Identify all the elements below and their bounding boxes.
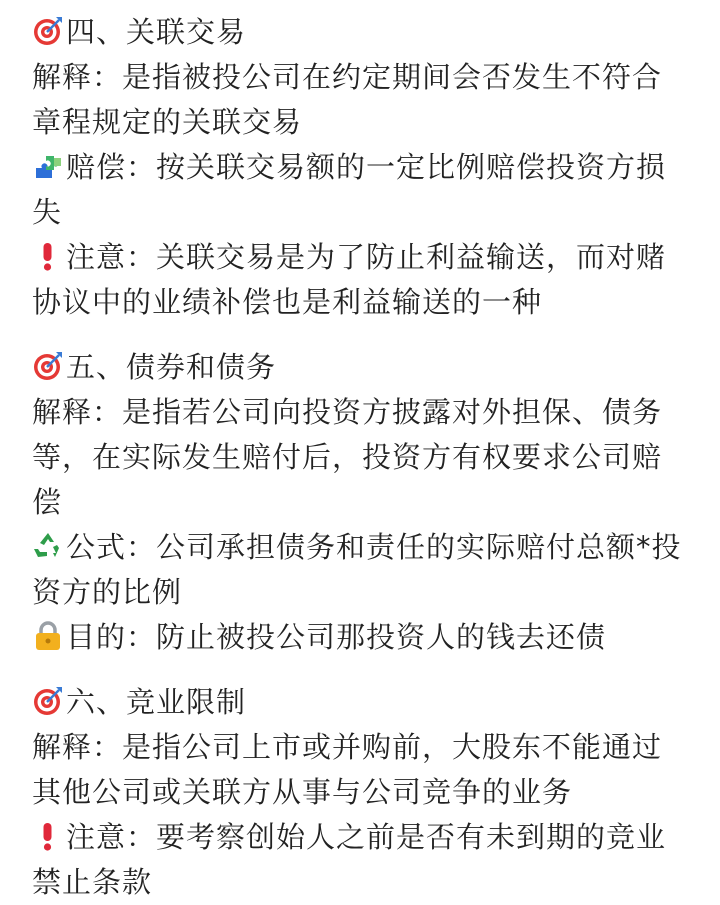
- section-related-transactions: [32, 10, 690, 325]
- line-text: 解释：是指若公司向投资方披露对外担保、债务等，在实际发生赔付后，投资方有权要求公司赔偿: [32, 395, 663, 519]
- exclamation-icon: [32, 820, 64, 852]
- compensation-line: [32, 145, 690, 235]
- line-text: 赔偿：按关联交易额的一定比例赔偿投资方损失: [32, 150, 667, 229]
- target-icon: [32, 350, 64, 382]
- explanation-line: [32, 725, 690, 815]
- section-bonds-and-debts: [32, 345, 690, 660]
- formula-line: [32, 525, 690, 615]
- section-heading: [32, 10, 690, 55]
- line-text: 目的：防止被投公司那投资人的钱去还债: [66, 620, 607, 654]
- section-non-compete: [32, 680, 690, 905]
- exclamation-icon: [32, 240, 64, 272]
- target-icon: [32, 685, 64, 717]
- explanation-line: [32, 55, 690, 145]
- line-text: 注意：关联交易是为了防止利益输送，而对赌协议中的业绩补偿也是利益输送的一种: [32, 240, 667, 319]
- section-title: 六、竞业限制: [66, 685, 247, 719]
- purpose-line: [32, 615, 690, 660]
- recycle-icon: [32, 530, 64, 562]
- line-text: 注意：要考察创始人之前是否有未到期的竞业禁止条款: [32, 820, 667, 899]
- section-title: 四、关联交易: [66, 15, 247, 49]
- line-text: 解释：是指被投公司在约定期间会否发生不符合章程规定的关联交易: [32, 60, 663, 139]
- note-line: [32, 235, 690, 325]
- line-text: 公式：公司承担债务和责任的实际赔付总额*投资方的比例: [32, 530, 682, 609]
- section-heading: [32, 680, 690, 725]
- lock-icon: [32, 620, 64, 652]
- explanation-line: [32, 390, 690, 525]
- section-title: 五、债券和债务: [66, 350, 277, 384]
- note-line: [32, 815, 690, 905]
- puzzle-icon: [32, 150, 64, 182]
- line-text: 解释：是指公司上市或并购前，大股东不能通过其他公司或关联方从事与公司竞争的业务: [32, 730, 663, 809]
- section-heading: [32, 345, 690, 390]
- target-icon: [32, 15, 64, 47]
